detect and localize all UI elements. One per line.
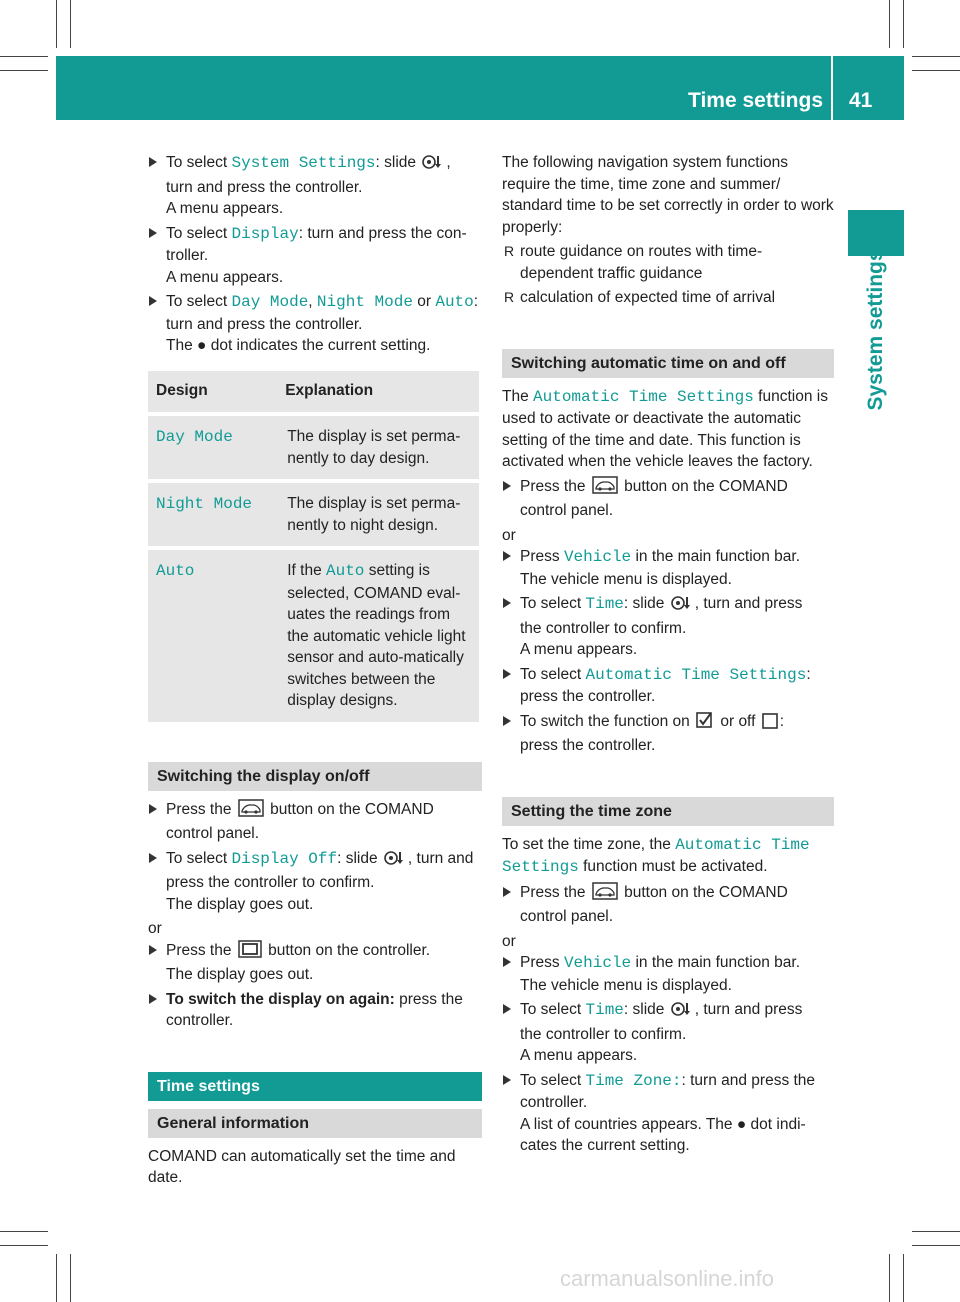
crop-mark [903, 1254, 904, 1302]
crop-mark [912, 1231, 960, 1232]
crop-mark [912, 1245, 960, 1246]
crop-mark [903, 0, 904, 48]
car-button-icon [592, 882, 618, 907]
controller-slide-down-icon [671, 1001, 693, 1024]
step-item: Press the button on the COMAND control panel. [148, 799, 482, 845]
step-item: Press the button on the COMAND control panel. [502, 476, 834, 522]
step-item: To select Time: slide , turn and press the controller to confirm. A menu appears. [502, 593, 834, 661]
crop-mark [0, 1231, 48, 1232]
controller-slide-down-icon [384, 850, 406, 873]
step-item: To switch the display on again: press the controller. [148, 989, 482, 1032]
section-heading: Switching automatic time on and off [502, 349, 834, 378]
list-item: R calculation of expected time of arrival [504, 289, 776, 306]
current-setting-dot-icon: ● [197, 337, 207, 354]
menu-item-display: Display [231, 224, 299, 243]
design-table [148, 371, 479, 722]
display-button-icon [238, 940, 262, 965]
crop-mark [70, 1254, 71, 1302]
paragraph: The following navigation system functions require the time, time zone and summer/ standard time to be set correctly in order to work properly: [502, 154, 834, 236]
crop-mark [0, 56, 48, 57]
step-item: Press Vehicle in the main function bar. The vehicle menu is displayed. [502, 546, 834, 590]
crop-mark [912, 56, 960, 57]
table-header: Explanation [279, 371, 479, 413]
section-heading: General information [148, 1109, 482, 1138]
table-row: Day Mode The display is set perma-nently to day design. [148, 412, 479, 479]
controller-slide-down-icon [671, 595, 693, 618]
crop-mark [56, 1254, 57, 1302]
right-column: The following navigation system functions require the time, time zone and summer/ standard time to be set correctly in order to work properly: R route guidance on routes with time-dependent traffic guidance R calculation of expected time of arrival Switching automatic time on and off The Automatic Time Settings function is used to activate or deactivate the automatic setting of the time and date. This function is activated when the vehicle leaves the factory. Press the button on the COMAND control panel. or Press Vehicle in the main function bar. The vehicle menu is displayed. To select Time: slide , turn and press the controller to confirm. A menu appears. To select Automatic Time Settings: press the controller. To switch the function on or off : press the controller. Setting the time zone To set the time zone, the Automatic Time Settings function must be activated. Press the button on the COMAND control panel. or Press Vehicle in the main function bar. The vehicle menu is displayed. To select Time: slide , turn and press the controller to confirm. A menu appears. To select Time Zone:: turn and press the controller. A list of countries appears. The ● dot indi- cates the current setting. [502, 152, 834, 1160]
menu-item-system-settings: System Settings [231, 154, 376, 172]
step-item: Press the button on the COMAND control panel. [502, 882, 834, 928]
checkbox-unchecked-icon [762, 713, 778, 736]
header-divider [831, 56, 833, 120]
section-heading-teal: Time settings [148, 1072, 482, 1101]
crop-mark [70, 0, 71, 48]
step-item: To select Day Mode, Night Mode or Auto: turn and press the controller. The ● dot indicates the current setting. [148, 291, 482, 357]
crop-mark [889, 1254, 890, 1302]
step-item: To select Display Off: slide , turn and press the controller to confirm. The display goes out. [148, 848, 482, 916]
step-item: To select Time: slide , turn and press the controller to confirm. A menu appears. [502, 999, 834, 1067]
paragraph: COMAND can automatically set the time and date. [148, 1147, 456, 1186]
step-item: To select Time Zone:: turn and press the controller. A list of countries appears. The ● dot indi- cates the current setting. [502, 1070, 834, 1157]
page-title: Time settings [688, 89, 823, 112]
section-heading: Switching the display on/off [148, 762, 482, 791]
crop-mark [889, 0, 890, 48]
crop-mark [0, 1245, 48, 1246]
section-heading: Setting the time zone [502, 797, 834, 826]
crop-mark [912, 70, 960, 71]
crop-mark [56, 0, 57, 48]
crop-mark [0, 70, 48, 71]
car-button-icon [592, 476, 618, 501]
table-header: Design [148, 371, 279, 413]
current-setting-dot-icon: ● [736, 1115, 747, 1133]
table-row: Night Mode The display is set perma-nently to night design. [148, 479, 479, 546]
step-item: To select System Settings: slide , turn and press the controller. A menu appears. [148, 152, 482, 220]
step-item: To select Automatic Time Settings: press the controller. [502, 664, 834, 708]
left-column: To select System Settings: slide , turn and press the controller. A menu appears. To select Display: turn and press the con- troller. A menu appears. To select Day Mode, Night Mode or Auto: turn and press the controller. The ● dot indicates the current setting. Design Explanation Day Mode The display is set perma-nently to day design. Night Mode The display is set perma-nently to night design. Auto If the Auto setting is selected, COMAND eval-uates the readings from the automatic vehicle light sensor and auto-matically switches between the display designs. Switching the display on/off Press the button on the COMAND control panel. To select Display Off: slide , turn and press the controller to confirm. The display goes out. or Press the button on the controller. The display goes out. To switch the display on again: press the controller. Time settings General information COMAND can automatically set the time and date. [148, 152, 482, 1189]
watermark: carmanualsonline.info [560, 1266, 775, 1291]
step-item: Press the button on the controller. The display goes out. [148, 940, 482, 986]
list-item: R route guidance on routes with time-dependent traffic guidance [504, 243, 763, 282]
car-button-icon [238, 799, 264, 824]
step-item: To switch the function on or off : press the controller. [502, 711, 834, 757]
page-number: 41 [849, 89, 873, 112]
table-row: Auto If the Auto setting is selected, COMAND eval-uates the readings from the automatic vehicle light sensor and auto-matically switches between the display designs. [148, 546, 479, 722]
side-tab-label: System settings [864, 249, 887, 411]
step-item: Press Vehicle in the main function bar. The vehicle menu is displayed. [502, 952, 834, 996]
step-item: To select Display: turn and press the con- troller. A menu appears. [148, 223, 482, 289]
checkbox-checked-icon [696, 711, 714, 736]
controller-slide-down-icon [422, 154, 444, 177]
